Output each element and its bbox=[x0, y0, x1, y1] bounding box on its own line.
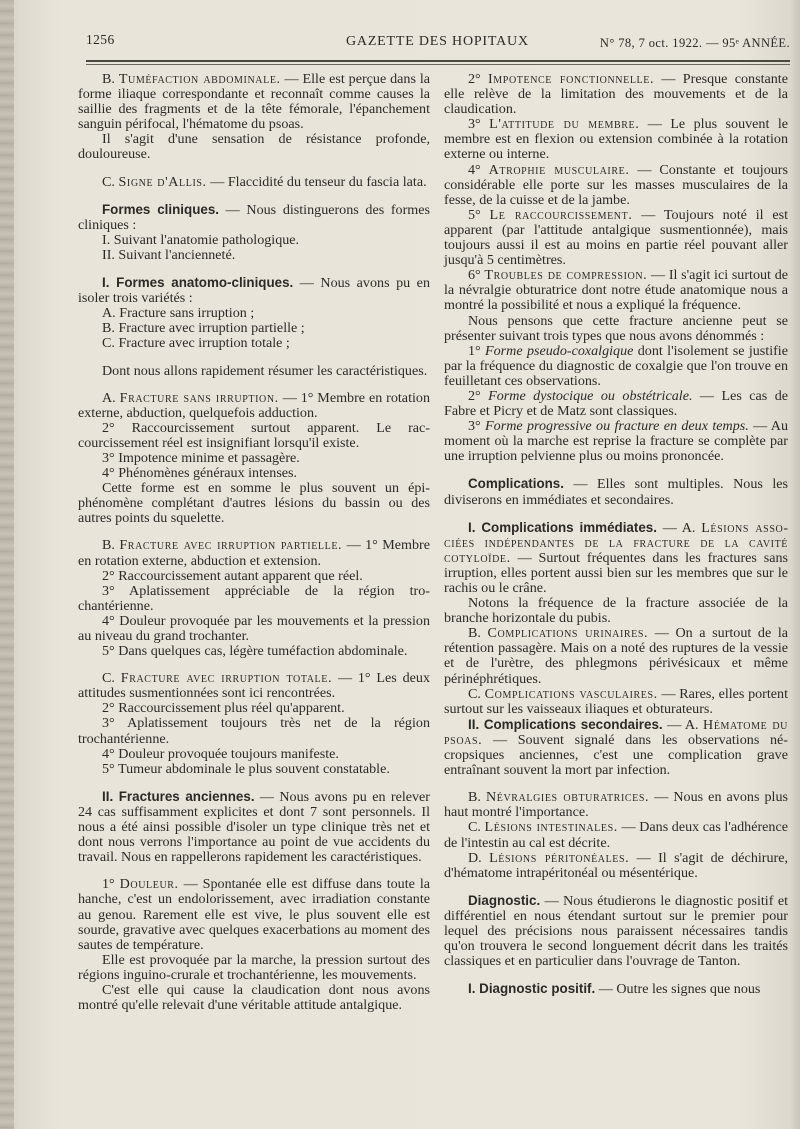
paragraph bbox=[78, 747, 430, 762]
paragraph-text: — Flaccidité du tenseur du fascia lata. bbox=[206, 173, 427, 190]
paragraph bbox=[78, 953, 430, 983]
section-heading: Diagnostic. bbox=[468, 892, 541, 908]
paragraph bbox=[444, 626, 788, 686]
right-column bbox=[444, 72, 788, 997]
item-marker: B. bbox=[468, 625, 488, 642]
paragraph-text: Notons la fréquence de la fracture associée de la branche horizontale du pubis. bbox=[444, 595, 788, 627]
paragraph bbox=[78, 716, 430, 746]
paragraph-text: — Il s'agit ici surtout de la névralgie obturatrice dont notre étude anatomique nous a montré la possibilité et nous a expliqué la fréquence. bbox=[444, 267, 788, 314]
subheading: L'attitude du membre. bbox=[489, 116, 640, 133]
paragraph bbox=[444, 268, 788, 313]
paragraph bbox=[78, 789, 430, 865]
paragraph bbox=[444, 117, 788, 162]
italic-term: Forme dystocique ou obstétricale. bbox=[488, 387, 693, 404]
paragraph bbox=[444, 790, 788, 820]
subheading: Lésions associées indépendantes de la fracture de la cavité cotyloïde. bbox=[444, 519, 789, 566]
paragraph-text: — Dans deux cas l'adhérence de l'intestin au cal est décrite. bbox=[444, 819, 788, 851]
paragraph-text: — 1° Membre en rotation externe, abduction et extension. bbox=[78, 537, 430, 569]
section-heading: I. Complications immédiates. bbox=[468, 519, 657, 535]
paragraph bbox=[444, 851, 788, 881]
paragraph bbox=[444, 820, 788, 850]
paragraph-text: 3° Aplatissement toujours très net de la région trochantérienne. bbox=[78, 715, 430, 747]
paragraph bbox=[78, 451, 430, 466]
paragraph-text: — 1° Membre en rotation externe, abduction, quelquefois adduction. bbox=[78, 389, 430, 421]
paragraph-gap bbox=[444, 969, 788, 981]
subheading: Tuméfaction abdominale. bbox=[118, 71, 281, 87]
paragraph-text: — A. bbox=[662, 716, 704, 733]
paragraph-text: — Nous avons pu en isoler trois variétés : bbox=[78, 275, 430, 307]
journal-title: GAZETTE DES HOPITAUX bbox=[346, 34, 529, 49]
item-marker: B. bbox=[468, 789, 486, 806]
item-marker: C. bbox=[102, 670, 121, 687]
item-marker: 2° bbox=[468, 71, 489, 87]
paragraph-text: B. Fracture avec irruption partielle ; bbox=[102, 320, 305, 337]
paragraph-text: — Nous avons pu en relever 24 cas suffisamment explicites et dont 7 sont personnels. Il nous a été ainsi possible d'isoler un type clinique très net et dont nous verrons l'importance au point de vue accidents du travail. Nous en rappellerons rapidement les caractéristiques. bbox=[78, 788, 430, 866]
paragraph bbox=[444, 893, 788, 969]
paragraph-text: — Elle est perçue dans la forme iliaque correspondante et reconnaît comme causes la saillie des fragments et de la tête fémorale, l'épanchement sanguin périfocal, l'hématome du psoas. bbox=[78, 71, 430, 133]
paragraph-gap bbox=[444, 508, 788, 520]
item-marker: 1° bbox=[102, 876, 120, 893]
paragraph-text: II. Suivant l'ancienneté. bbox=[102, 246, 236, 263]
paragraph-text: — 1° Les deux attitudes susmentionnées sont ici rencontrées. bbox=[78, 670, 430, 702]
subheading: Atrophie musculaire. bbox=[488, 161, 630, 178]
subheading: Fracture sans irruption. bbox=[119, 389, 279, 406]
paragraph bbox=[444, 72, 788, 117]
paragraph-text: 5° Dans quelques cas, légère tuméfaction abdominale. bbox=[102, 643, 408, 660]
paragraph-text: Dont nous allons rapidement résumer les caractéristiques. bbox=[102, 362, 428, 379]
paragraph-text: — Rares, elles portent surtout sur les vaisseaux iliaques et obturateurs. bbox=[444, 685, 789, 717]
page-binding-edge bbox=[0, 0, 14, 1129]
paragraph-text: A. Fracture sans irruption ; bbox=[102, 305, 255, 322]
paragraph-text: — Le plus souvent le membre est en flexion ou extension combinée à la rotation externe ou interne. bbox=[444, 116, 788, 163]
paragraph-text: 2° Raccourcissement autant apparent que réel. bbox=[102, 567, 363, 584]
section-heading: Formes cliniques. bbox=[102, 201, 219, 217]
paragraph-text: Nous pensons que cette fracture ancienne peut se présenter suivant trois types que nous avons dénommés : bbox=[444, 312, 788, 344]
paragraph-text: — Constante et toujours considérable elle porte sur les masses musculaires de la fesse, de la cuisse et de la jambe. bbox=[444, 161, 788, 208]
paragraph bbox=[78, 72, 430, 132]
paragraph-text: — Outre les signes que nous bbox=[595, 981, 761, 998]
subheading: Complications vasculaires. bbox=[484, 685, 658, 702]
paragraph-gap bbox=[444, 881, 788, 893]
paragraph bbox=[444, 389, 788, 419]
paragraph-text: — Elles sont multiples. Nous les diviserons en immédiates et secondaires. bbox=[444, 476, 788, 508]
paragraph-text: — On a surtout de la rétention passagère. Mais on a noté des ruptures de la vessie et de l'urètre, des phlegmons périvésicaux et même périnéphrétiques. bbox=[444, 625, 788, 687]
item-marker: B. bbox=[102, 71, 119, 87]
paragraph bbox=[444, 520, 788, 596]
paragraph-text: I. Suivant l'anatomie pathologique. bbox=[102, 231, 300, 248]
left-column bbox=[78, 72, 430, 1013]
paragraph bbox=[444, 717, 788, 778]
item-marker: 3° bbox=[468, 418, 486, 435]
paragraph-text: — Au moment où la marche est reprise la fracture se complète par une irruption pelvienne plus ou moins prononcée. bbox=[444, 418, 788, 465]
paragraph bbox=[78, 421, 430, 451]
paragraph bbox=[78, 175, 430, 190]
item-marker: A. bbox=[102, 389, 120, 406]
subheading: Complications urinaires. bbox=[487, 625, 649, 642]
paragraph-text: 4° Douleur provoquée par les mouvements et la pression au niveau du grand trochanter. bbox=[78, 612, 430, 644]
paragraph-text: Il s'agit d'une sensation de résistance profonde, douloureuse. bbox=[78, 131, 430, 163]
paragraph-text: 5° Tumeur abdominale le plus souvent constatable. bbox=[102, 760, 390, 777]
paragraph bbox=[78, 248, 430, 263]
paragraph bbox=[444, 687, 788, 717]
item-marker: C. bbox=[468, 819, 485, 836]
paragraph-text: — Nous en avons plus haut montré l'importance. bbox=[444, 789, 788, 821]
paragraph bbox=[78, 644, 430, 659]
paragraph-gap bbox=[444, 464, 788, 476]
paragraph bbox=[78, 762, 430, 777]
italic-term: Forme progressive ou fracture en deux temps. bbox=[485, 418, 749, 435]
paragraph bbox=[78, 336, 430, 351]
paragraph-text: 3° Impotence minime et passagère. bbox=[102, 449, 300, 466]
paragraph-text: dont l'isolement se justifie par la fréquence du diagnostic de coxalgie que l'on trouve en feuilletant ces observations. bbox=[444, 342, 788, 389]
section-heading: I. Diagnostic positif. bbox=[468, 981, 596, 997]
paragraph-text: — Spontanée elle est diffuse dans toute la hanche, c'est un endolorissement, avec irradiation constante au genou. Rarement elle est vive, le plus souvent elle est sourde, gravative avec quelques exacerbations au moment des sautes de température. bbox=[78, 876, 430, 953]
paragraph bbox=[444, 163, 788, 208]
paragraph bbox=[444, 981, 788, 997]
paragraph bbox=[78, 877, 430, 952]
paragraph-text: C'est elle qui cause la claudication dont nous avons montré qu'elle relevait d'une véritable attitude antalgique. bbox=[78, 981, 430, 1014]
item-marker: 5° bbox=[468, 206, 490, 223]
header-rule bbox=[86, 60, 790, 62]
paragraph bbox=[78, 132, 430, 162]
paragraph-text: 3° Aplatissement appréciable de la région trochantérienne. bbox=[78, 582, 430, 614]
paragraph-text: — Surtout fréquentes dans les fractures sans irruption, elles portent aussi bien sur les membres que sur le rachis ou le crâne. bbox=[444, 549, 788, 596]
section-heading: Complications. bbox=[468, 476, 564, 492]
paragraph bbox=[78, 538, 430, 568]
paragraph-text: 2° Raccourcissement plus réel qu'apparent. bbox=[102, 700, 345, 717]
paragraph-text: — Presque constante elle relève de la limitation des mouvements et de la claudication. bbox=[444, 71, 788, 118]
paragraph bbox=[78, 481, 430, 526]
paragraph-text: 4° Douleur provoquée toujours manifeste. bbox=[102, 745, 339, 762]
section-heading: II. Complications secondaires. bbox=[468, 716, 663, 732]
paragraph bbox=[444, 344, 788, 389]
item-marker: D. bbox=[468, 849, 490, 866]
section-heading: II. Fractures anciennes. bbox=[102, 788, 255, 804]
paragraph bbox=[78, 275, 430, 306]
paragraph bbox=[78, 364, 430, 379]
paragraph bbox=[444, 476, 788, 507]
paragraph bbox=[444, 314, 788, 344]
paragraph-text: — Les cas de Fabre et Picry et de Matz sont classiques. bbox=[444, 387, 788, 420]
subheading: Douleur. bbox=[119, 876, 179, 893]
paragraph-text: — A. bbox=[656, 519, 702, 536]
paragraph bbox=[78, 321, 430, 336]
paragraph-text: — Toujours noté il est apparent (par l'attitude antalgique susmentionnée), mais toujours aussi il est au moins en partie réel pouvant aller jusqu'à 5 centimètres. bbox=[444, 206, 789, 269]
paragraph bbox=[78, 569, 430, 584]
subheading: Signe d'Allis. bbox=[118, 173, 207, 190]
item-marker: 1° bbox=[468, 342, 486, 359]
header-rule-thin bbox=[86, 64, 790, 65]
paragraph-text: — Souvent signalé dans les observations nécropsiques anciennes, c'est une complication grave entraînant souvent la mort par infection. bbox=[444, 731, 788, 779]
paragraph-text: Elle est provoquée par la marche, la pression surtout des régions inguino-crurale et trochantérienne, les mouvements. bbox=[78, 951, 430, 983]
paragraph bbox=[78, 391, 430, 421]
paragraph-text: — Nous étudierons le diagnostic positif et différentiel en nous étendant surtout sur le premier pour lequel des précisions nous paraissent nécessaires tandis qu'on trouvera le second longuement décrit dans les traités classiques et en particulier dans l'ouvrage de Tanton. bbox=[444, 892, 788, 970]
paragraph-text: — Nous distinguerons des formes cliniques : bbox=[78, 201, 431, 233]
item-marker: 6° bbox=[468, 267, 485, 284]
paragraph bbox=[78, 202, 430, 233]
paragraph bbox=[444, 596, 788, 626]
subheading: Lésions péritonéales. bbox=[489, 849, 630, 866]
page-number: 1256 bbox=[86, 32, 115, 47]
paragraph-text: C. Fracture avec irruption totale ; bbox=[102, 335, 290, 352]
paragraph-text: 2° Raccourcissement surtout apparent. Le raccourcissement réel est insignifiant lorsqu'il existe. bbox=[78, 419, 430, 451]
section-heading: I. Formes anatomo-cliniques. bbox=[102, 275, 294, 291]
item-marker: C. bbox=[468, 685, 485, 702]
paragraph bbox=[78, 306, 430, 321]
subheading: Impotence fonctionnelle. bbox=[488, 71, 655, 87]
paragraph bbox=[444, 419, 788, 464]
paragraph bbox=[78, 614, 430, 644]
paragraph bbox=[444, 208, 788, 268]
subheading: Fracture avec irruption partielle. bbox=[119, 537, 343, 554]
item-marker: C. bbox=[102, 173, 119, 190]
paragraph bbox=[78, 466, 430, 481]
italic-term: Forme pseudo-coxalgique bbox=[485, 342, 634, 359]
paragraph bbox=[78, 584, 430, 614]
paragraph-text: — Il s'agit de déchirure, d'hématome intrapéritonéal ou mésentérique. bbox=[444, 849, 788, 881]
subheading: Lésions intestinales. bbox=[484, 819, 618, 836]
paragraph bbox=[78, 671, 430, 701]
paragraph-text: 4° Phénomènes généraux intenses. bbox=[102, 465, 298, 482]
paragraph bbox=[78, 233, 430, 248]
item-marker: 2° bbox=[468, 387, 489, 404]
item-marker: 4° bbox=[468, 161, 489, 178]
paragraph bbox=[78, 701, 430, 716]
issue-info: N° 78, 7 oct. 1922. — 95ᵉ ANNÉE. bbox=[599, 36, 790, 50]
paragraph-text: Cette forme est en somme le plus souvent un épiphénomène complétant d'autres lésions du bassin ou des autres points du squelette. bbox=[78, 480, 430, 527]
subheading: Troubles de compression. bbox=[484, 267, 648, 284]
subheading: Hématome du psoas. bbox=[444, 716, 788, 748]
subheading: Névralgies obturatrices. bbox=[485, 789, 650, 806]
subheading: Le raccourcissement. bbox=[489, 206, 633, 223]
page-header bbox=[86, 28, 790, 54]
paragraph-gap bbox=[78, 777, 430, 789]
paragraph-gap bbox=[78, 263, 430, 275]
paragraph bbox=[78, 983, 430, 1013]
subheading: Fracture avec irruption totale. bbox=[120, 670, 333, 687]
paragraph-gap bbox=[78, 190, 430, 202]
item-marker: 3° bbox=[468, 116, 490, 133]
item-marker: B. bbox=[102, 537, 120, 554]
